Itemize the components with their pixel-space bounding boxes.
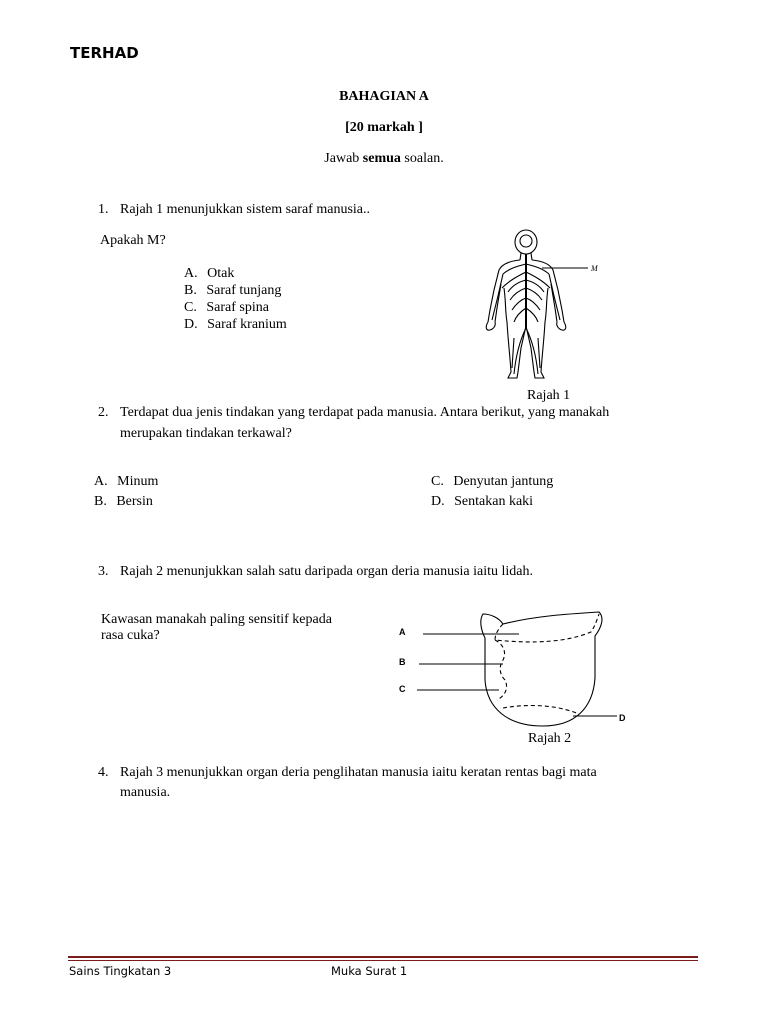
question-1-option-b: B. Saraf tunjang [184,283,282,298]
footer-rule-thin [68,960,698,961]
figure-2-label-c: C [399,684,406,694]
figure-2-label-d: D [619,713,626,723]
question-3-prompt-line2: rasa cuka? [101,628,160,643]
question-2-option-b: B. Bersin [94,494,153,509]
restricted-label: TERHAD [70,44,139,62]
question-4-text-line2: manusia. [120,785,171,800]
figure-1-label-m: M [591,264,598,273]
question-1-option-c: C. Saraf spina [184,300,269,315]
section-title: BAHAGIAN A [339,89,429,104]
question-1-text: Rajah 1 menunjukkan sistem saraf manusia.. [120,202,370,217]
figure-2-caption: Rajah 2 [528,731,572,746]
tongue-figure [395,608,635,728]
question-1-option-a: A. Otak [184,266,235,281]
nervous-system-figure [470,228,610,388]
question-3-prompt-line1: Kawasan manakah paling sensitif kepada [101,612,332,627]
question-4-text-line1: Rajah 3 menunjukkan organ deria penglihatan manusia iaitu keratan rentas bagi mata [120,765,597,780]
question-3-number: 3. [98,564,109,579]
figure-2-label-b: B [399,657,406,667]
question-1-option-d: D. Saraf kranium [184,317,287,332]
question-2-text-line2: merupakan tindakan terkawal? [120,426,292,441]
question-4-number: 4. [98,765,109,780]
footer-rule-thick [68,956,698,958]
figure-1-caption: Rajah 1 [527,388,571,403]
figure-2-label-a: A [399,627,406,637]
question-2-option-a: A. Minum [94,474,159,489]
section-instruction: Jawab semua soalan. [324,151,444,166]
footer-page-number: Muka Surat 1 [331,964,408,978]
question-2-number: 2. [98,405,109,420]
question-2-text-line1: Terdapat dua jenis tindakan yang terdapat pada manusia. Antara berikut, yang manakah [120,405,610,420]
question-1-number: 1. [98,202,109,217]
section-marks: [20 markah ] [345,120,423,135]
question-2-option-d: D. Sentakan kaki [431,494,534,509]
question-2-option-c: C. Denyutan jantung [431,474,554,489]
question-3-text: Rajah 2 menunjukkan salah satu daripada organ deria manusia iaitu lidah. [120,564,534,579]
footer-subject: Sains Tingkatan 3 [69,964,172,978]
question-1-prompt: Apakah M? [100,233,166,248]
